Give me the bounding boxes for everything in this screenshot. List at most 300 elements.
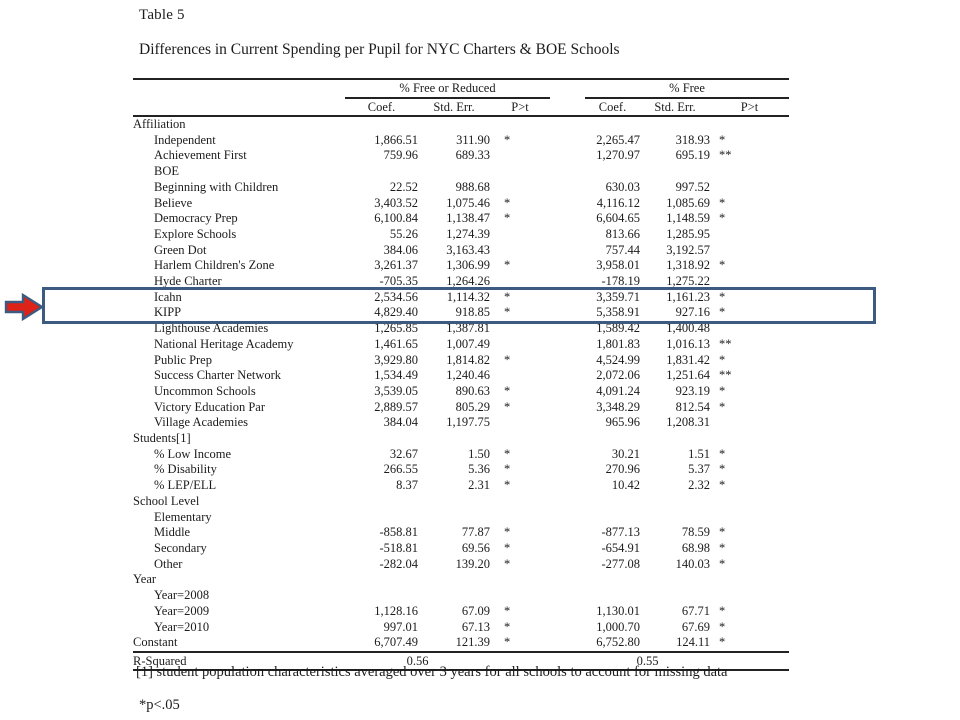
- significance-free: *: [719, 525, 726, 540]
- coef-free-or-reduced: 997.01: [383, 619, 418, 634]
- stderr-free-or-reduced: 1.50: [468, 446, 490, 461]
- column-header-row: [133, 98, 789, 116]
- stderr-free: [640, 164, 710, 180]
- stderr-free-or-reduced: [418, 116, 490, 133]
- r-squared-label: R-Squared: [133, 652, 345, 670]
- gap-cell: [550, 635, 585, 652]
- stderr-free-or-reduced: 1,264.26: [446, 274, 490, 289]
- coef-free-or-reduced: 2,534.56: [374, 289, 418, 304]
- stderr-free-or-reduced: 805.29: [455, 399, 490, 414]
- coef-free: [585, 116, 640, 133]
- coef-free-or-reduced: [345, 588, 418, 604]
- stderr-free-or-reduced: 689.33: [455, 148, 490, 163]
- row-label: Harlem Children's Zone: [154, 258, 275, 273]
- coef-free-or-reduced: 1,461.65: [374, 336, 418, 351]
- row-label: Uncommon Schools: [154, 383, 256, 398]
- stderr-free: 140.03: [675, 556, 711, 571]
- stderr-free: [640, 431, 710, 447]
- row-label: School Level: [133, 493, 200, 508]
- significance-free-or-reduced: [490, 572, 550, 588]
- stderr-free: 1,208.31: [666, 415, 711, 430]
- stderr-free-or-reduced: 890.63: [455, 383, 490, 398]
- coef-free-or-reduced: [345, 510, 418, 526]
- row-label: Lighthouse Academies: [154, 321, 269, 336]
- table-row: [133, 620, 789, 636]
- table-row: [133, 400, 789, 416]
- table-row: [133, 572, 789, 588]
- significance-free: *: [719, 478, 726, 493]
- table-caption: Differences in Current Spending per Pupil for NYC Charters & BOE Schools: [139, 41, 620, 58]
- gap-cell: [550, 116, 585, 133]
- stderr-free: [640, 588, 710, 604]
- row-label: Students[1]: [133, 431, 191, 446]
- coef-free-or-reduced: [345, 431, 418, 447]
- coef-free: [585, 588, 640, 604]
- significance-free: *: [719, 195, 726, 210]
- gap-cell: [550, 431, 585, 447]
- row-label: Believe: [154, 195, 193, 210]
- right-arrow-shape: [4, 292, 46, 322]
- coef-free-or-reduced: 1,866.51: [374, 132, 418, 147]
- stderr-free-or-reduced: 1,306.99: [446, 258, 490, 273]
- significance-free: [710, 415, 789, 431]
- coef-free: 630.03: [605, 179, 641, 194]
- gap-cell: [550, 368, 585, 384]
- coef-free-or-reduced: -858.81: [379, 525, 418, 540]
- stderr-free: [640, 510, 710, 526]
- significance-free: *: [719, 289, 726, 304]
- gap-cell: [550, 227, 585, 243]
- row-label: Beginning with Children: [154, 179, 279, 194]
- significance-free-or-reduced: [490, 510, 550, 526]
- gap-cell: [550, 148, 585, 164]
- coef-free: -178.19: [601, 274, 641, 289]
- table-row: [133, 368, 789, 384]
- stderr-free: 695.19: [675, 148, 711, 163]
- row-label: Green Dot: [154, 242, 207, 257]
- stderr-free-or-reduced: 139.20: [455, 556, 490, 571]
- significance-free: [710, 588, 789, 604]
- row-label: Explore Schools: [154, 226, 237, 241]
- stderr-free-or-reduced: [418, 164, 490, 180]
- significance-free-or-reduced: *: [504, 478, 511, 493]
- group-gap: [550, 98, 585, 116]
- gap-cell: [550, 478, 585, 494]
- coef-free: 1,130.01: [596, 603, 641, 618]
- stderr-free: 1,831.42: [666, 352, 711, 367]
- row-label: Secondary: [154, 540, 207, 555]
- coef-free-or-reduced: 1,265.85: [374, 321, 418, 336]
- row-label: Year=2009: [154, 603, 210, 618]
- significance-free-or-reduced: [490, 431, 550, 447]
- coef-free: 3,359.71: [596, 289, 641, 304]
- table-row: [133, 164, 789, 180]
- stderr-free-or-reduced: 988.68: [455, 179, 490, 194]
- row-label: Democracy Prep: [154, 211, 238, 226]
- table-row: [133, 211, 789, 227]
- gap-cell: [550, 541, 585, 557]
- coef-free: 1,000.70: [596, 619, 641, 634]
- significance-free-or-reduced: [490, 368, 550, 384]
- table-row: [133, 180, 789, 196]
- table-row: [133, 227, 789, 243]
- stderr-free-or-reduced: 1,007.49: [446, 336, 490, 351]
- table-row: [133, 431, 789, 447]
- stderr-free-or-reduced: 918.85: [455, 305, 490, 320]
- stderr-free-or-reduced: [418, 431, 490, 447]
- gap-cell: [550, 211, 585, 227]
- group-header-spacer: [133, 79, 345, 98]
- stderr-free: 5.37: [688, 462, 711, 477]
- table-row: [133, 148, 789, 164]
- stderr-free: 812.54: [675, 399, 711, 414]
- stderr-free-or-reduced: 2.31: [468, 478, 490, 493]
- table-row: [133, 510, 789, 526]
- coef-free: -654.91: [601, 540, 641, 555]
- significance-free-or-reduced: *: [504, 132, 511, 147]
- gap-cell: [550, 462, 585, 478]
- coef-free-or-reduced: 6,707.49: [345, 635, 418, 652]
- table-row: [133, 337, 789, 353]
- significance-free-or-reduced: *: [504, 619, 511, 634]
- stderr-free: 124.11: [640, 635, 710, 652]
- significance-free-or-reduced: [490, 337, 550, 353]
- significance-free-or-reduced: [490, 227, 550, 243]
- coef-free: 1,801.83: [596, 336, 641, 351]
- table-row: [133, 557, 789, 573]
- row-label: National Heritage Academy: [154, 336, 294, 351]
- column-header-stderr-1: Std. Err.: [418, 98, 490, 116]
- stderr-free-or-reduced: 5.36: [468, 462, 490, 477]
- stderr-free-or-reduced: 67.09: [461, 603, 490, 618]
- row-label: Year: [133, 572, 157, 587]
- significance-free-or-reduced: *: [504, 211, 511, 226]
- table-row: [133, 243, 789, 259]
- coef-free: -877.13: [601, 525, 641, 540]
- gap-cell: [550, 494, 585, 510]
- table-row: [133, 196, 789, 212]
- coef-free: [585, 164, 640, 180]
- group-header-free-or-reduced: % Free or Reduced: [345, 79, 550, 98]
- coef-free-or-reduced: 8.37: [396, 478, 418, 493]
- coef-free-or-reduced: 266.55: [383, 462, 418, 477]
- coef-free-or-reduced: -518.81: [379, 540, 418, 555]
- table-number: Table 5: [139, 7, 185, 23]
- stderr-free-or-reduced: 3,163.43: [446, 242, 490, 257]
- significance-free-or-reduced: *: [504, 195, 511, 210]
- row-label: % Low Income: [154, 446, 232, 461]
- row-label: Village Academies: [154, 415, 249, 430]
- row-label: BOE: [154, 164, 179, 179]
- coef-free-or-reduced: 3,403.52: [374, 195, 418, 210]
- significance-free-or-reduced: [490, 148, 550, 164]
- row-label: Independent: [154, 132, 216, 147]
- significance-free: *: [719, 540, 726, 555]
- coef-free: 4,116.12: [596, 195, 641, 210]
- row-label: Middle: [154, 525, 191, 540]
- coef-free: [585, 494, 640, 510]
- coef-free-or-reduced: 3,539.05: [374, 383, 418, 398]
- stderr-free-or-reduced: 1,075.46: [446, 195, 490, 210]
- gap-cell: [550, 620, 585, 636]
- gap-cell: [550, 415, 585, 431]
- coef-free: 1,270.97: [596, 148, 641, 163]
- coef-free-or-reduced: -705.35: [379, 274, 418, 289]
- stderr-free: 1,400.48: [666, 321, 711, 336]
- coef-free-or-reduced: [345, 494, 418, 510]
- coef-free-or-reduced: 384.04: [383, 415, 418, 430]
- stderr-free: [640, 494, 710, 510]
- gap-cell: [550, 337, 585, 353]
- significance-free-or-reduced: *: [504, 289, 511, 304]
- coef-free-or-reduced: [345, 116, 418, 133]
- significance-free-or-reduced: *: [504, 525, 511, 540]
- significance-free-or-reduced: *: [504, 540, 511, 555]
- row-label: Constant: [133, 635, 345, 652]
- regression-table: [133, 78, 789, 671]
- table-row: [133, 415, 789, 431]
- significance-free-or-reduced: [490, 415, 550, 431]
- significance-free: [710, 243, 789, 259]
- significance-free-or-reduced: [490, 116, 550, 133]
- gap-cell: [550, 572, 585, 588]
- significance-free-or-reduced: *: [504, 352, 511, 367]
- gap-cell: [550, 588, 585, 604]
- coef-free-or-reduced: [345, 572, 418, 588]
- stderr-free: 68.98: [681, 540, 711, 555]
- stderr-free-or-reduced: 1,814.82: [446, 352, 490, 367]
- coef-free: 757.44: [605, 242, 641, 257]
- gap-cell: [550, 258, 585, 274]
- gap-cell: [550, 557, 585, 573]
- stderr-free: 923.19: [675, 383, 711, 398]
- gap-cell: [550, 196, 585, 212]
- significance-free-or-reduced: *: [490, 635, 550, 652]
- gap-cell: [550, 164, 585, 180]
- coef-free-or-reduced: 1,128.16: [374, 603, 418, 618]
- significance-free: [710, 227, 789, 243]
- coef-free-or-reduced: 4,829.40: [374, 305, 418, 320]
- coef-free: 2,265.47: [596, 132, 641, 147]
- group-header-row: [133, 79, 789, 98]
- significance-free: **: [719, 336, 732, 351]
- coef-free-or-reduced: 759.96: [383, 148, 418, 163]
- stderr-free-or-reduced: 67.13: [461, 619, 490, 634]
- stderr-free-or-reduced: 1,114.32: [446, 289, 490, 304]
- significance-free: **: [719, 368, 732, 383]
- significance-free-or-reduced: *: [504, 305, 511, 320]
- significance-free: *: [719, 258, 726, 273]
- stderr-free: 1,318.92: [666, 258, 711, 273]
- significance-free: [710, 164, 789, 180]
- row-label: Success Charter Network: [154, 368, 282, 383]
- significance-free-or-reduced: [490, 180, 550, 196]
- column-header-p-2: P>t: [710, 98, 789, 116]
- coef-free: [585, 431, 640, 447]
- table-body: [133, 116, 789, 652]
- significance-free: [710, 431, 789, 447]
- row-label: Victory Education Par: [154, 399, 266, 414]
- table-row: [133, 462, 789, 478]
- coef-free-or-reduced: 32.67: [389, 446, 418, 461]
- kipp-row-highlight-box: [42, 287, 876, 324]
- table-row: [133, 447, 789, 463]
- significance-free: *: [719, 619, 726, 634]
- significance-free-or-reduced: *: [504, 603, 511, 618]
- table-row: [133, 133, 789, 149]
- coef-free-or-reduced: 55.26: [389, 226, 418, 241]
- gap-cell: [550, 243, 585, 259]
- stderr-free: 78.59: [681, 525, 711, 540]
- group-gap: [550, 79, 585, 98]
- significance-free: *: [719, 446, 726, 461]
- significance-free: *: [710, 635, 789, 652]
- significance-free: *: [719, 556, 726, 571]
- table-row: [133, 604, 789, 620]
- significance-free: *: [719, 383, 726, 398]
- row-label: % LEP/ELL: [154, 478, 217, 493]
- group-header-free: % Free: [585, 79, 789, 98]
- stderr-free-or-reduced: 1,274.39: [446, 226, 490, 241]
- coef-free-or-reduced: 384.06: [383, 242, 418, 257]
- stderr-free: 67.71: [681, 603, 711, 618]
- stderr-free: 997.52: [675, 179, 711, 194]
- coef-free: 4,091.24: [596, 383, 641, 398]
- coef-free-or-reduced: 3,929.80: [374, 352, 418, 367]
- stderr-free-or-reduced: 77.87: [461, 525, 490, 540]
- red-arrow-icon: [4, 292, 46, 322]
- stderr-free-or-reduced: 121.39: [418, 635, 490, 652]
- row-label: Public Prep: [154, 352, 212, 367]
- coef-free-or-reduced: 1,534.49: [374, 368, 418, 383]
- r-squared-value-free: 0.55: [585, 652, 710, 670]
- coef-free: 3,348.29: [596, 399, 641, 414]
- table-footnote: [1] student population characteristics averaged over 3 years for all schools to account for missing data: [136, 664, 728, 680]
- significance-free: **: [719, 148, 732, 163]
- significance-free-or-reduced: *: [504, 446, 511, 461]
- row-label: KIPP: [154, 305, 182, 320]
- stderr-free-or-reduced: 1,240.46: [446, 368, 490, 383]
- coef-free: 813.66: [605, 226, 641, 241]
- coef-free: 6,752.80: [585, 635, 640, 652]
- coef-free-or-reduced: 22.52: [389, 179, 418, 194]
- stderr-free-or-reduced: 69.56: [461, 540, 490, 555]
- significance-free: [710, 510, 789, 526]
- significance-note: *p<.05: [139, 697, 180, 713]
- stderr-free-or-reduced: 1,197.75: [446, 415, 490, 430]
- significance-free: *: [719, 462, 726, 477]
- stderr-free: 2.32: [688, 478, 711, 493]
- stderr-free-or-reduced: [418, 588, 490, 604]
- significance-free-or-reduced: *: [504, 399, 511, 414]
- column-header-stderr-2: Std. Err.: [640, 98, 710, 116]
- row-label: Year=2008: [154, 588, 210, 603]
- coef-free: 270.96: [605, 462, 641, 477]
- significance-free: [710, 180, 789, 196]
- coef-free: 2,072.06: [596, 368, 641, 383]
- table-row: [133, 258, 789, 274]
- coef-free: 5,358.91: [596, 305, 641, 320]
- significance-free-or-reduced: *: [504, 462, 511, 477]
- coef-free: 965.96: [605, 415, 641, 430]
- gap-cell: [550, 400, 585, 416]
- coef-free: [585, 572, 640, 588]
- stderr-free: [640, 572, 710, 588]
- significance-free: *: [719, 305, 726, 320]
- significance-free: *: [719, 603, 726, 618]
- r-squared-value-free-or-reduced: 0.56: [345, 652, 490, 670]
- stderr-free: 67.69: [681, 619, 711, 634]
- significance-free: [710, 494, 789, 510]
- row-label: Icahn: [154, 289, 182, 304]
- stderr-free: 318.93: [675, 132, 711, 147]
- gap-cell: [550, 384, 585, 400]
- stderr-free: 1,148.59: [666, 211, 711, 226]
- coef-free: 6,604.65: [596, 211, 641, 226]
- row-label: Other: [154, 556, 183, 571]
- coef-free-or-reduced: 3,261.37: [374, 258, 418, 273]
- significance-free-or-reduced: *: [504, 556, 511, 571]
- stderr-free: 3,192.57: [666, 242, 711, 257]
- coef-free: -277.08: [601, 556, 641, 571]
- coef-free: 30.21: [611, 446, 641, 461]
- row-label: Year=2010: [154, 619, 210, 634]
- gap-cell: [550, 604, 585, 620]
- column-header-coef-2: Coef.: [585, 98, 640, 116]
- table-row: [133, 635, 789, 652]
- stderr-free: 1,161.23: [666, 289, 711, 304]
- table-row: [133, 525, 789, 541]
- row-label: % Disability: [154, 462, 217, 477]
- coef-free: 1,589.42: [596, 321, 641, 336]
- stderr-free-or-reduced: 311.90: [456, 132, 490, 147]
- column-header-coef-1: Coef.: [345, 98, 418, 116]
- coef-free-or-reduced: 2,889.57: [374, 399, 418, 414]
- coef-free-or-reduced: 6,100.84: [374, 211, 418, 226]
- significance-free-or-reduced: [490, 164, 550, 180]
- gap-cell: [550, 353, 585, 369]
- gap-cell: [550, 525, 585, 541]
- gap-cell: [550, 180, 585, 196]
- stderr-free: 1,251.64: [666, 368, 711, 383]
- significance-free-or-reduced: [490, 243, 550, 259]
- significance-free-or-reduced: [490, 588, 550, 604]
- row-label: Elementary: [154, 509, 212, 524]
- coef-free: [585, 510, 640, 526]
- column-header-p-1: P>t: [490, 98, 550, 116]
- coef-free-or-reduced: [345, 164, 418, 180]
- stderr-free: 1,275.22: [666, 274, 711, 289]
- table-row: [133, 478, 789, 494]
- significance-free-or-reduced: *: [504, 258, 511, 273]
- table-row: [133, 353, 789, 369]
- significance-free: [710, 116, 789, 133]
- stderr-free: 1,016.13: [666, 336, 711, 351]
- coef-free: 3,958.01: [596, 258, 641, 273]
- column-header-spacer: [133, 98, 345, 116]
- coef-free: 4,524.99: [596, 352, 641, 367]
- row-label: Hyde Charter: [154, 274, 222, 289]
- stderr-free: 1,285.95: [666, 226, 711, 241]
- coef-free-or-reduced: -282.04: [379, 556, 418, 571]
- stderr-free-or-reduced: [418, 510, 490, 526]
- table-row: [133, 541, 789, 557]
- stderr-free: 927.16: [675, 305, 711, 320]
- stderr-free-or-reduced: [418, 572, 490, 588]
- stderr-free: 1,085.69: [666, 195, 711, 210]
- stderr-free: [640, 116, 710, 133]
- table-row: [133, 116, 789, 133]
